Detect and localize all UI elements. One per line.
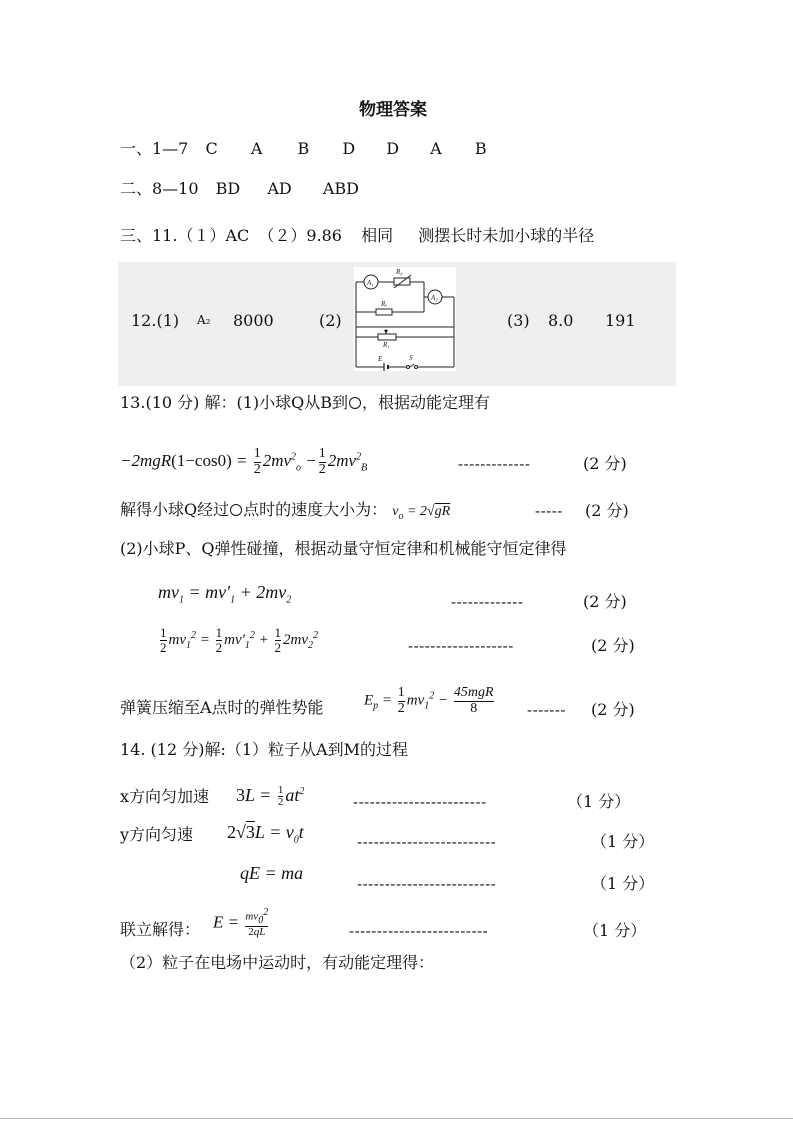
q14-intro: 14. (12 分)解:（1）粒子从A到M的过程 [120, 740, 408, 759]
q14-y-dashes: ------------------------- [357, 833, 497, 851]
q13-spring-formula: $E_p$ = $\frac{1}{2}$ $mv_1^2$ − $\frac{\text{45mgR}}{8}$ [364, 685, 494, 716]
q13-kinetic-equation: $\frac{1}{2}$ $mv_1^2$ = $\frac{1}{2}$ $mv'_1^2$ + $\frac{1}{2}$ $2mv_2^2$ [160, 625, 319, 656]
q14-x-equation: 3L = $\frac{1}{2}$ $at^2$ [236, 783, 305, 809]
section3-reason: 测摆长时未加小球的半径 [418, 226, 595, 245]
point-o-circle [349, 397, 361, 409]
q13-intro [120, 393, 490, 413]
q14-force-equation: qE = ma [240, 863, 304, 883]
q13-eq1-points: (2 分) [583, 454, 627, 473]
q14-x-dashes: ------------------------ [353, 793, 487, 811]
section3-label: 三、11. [120, 226, 178, 245]
q13-energy-equation: −2mgR(1−cos0) = $\frac{1}{2}$ $2mv^2_o$ − $\frac{1}{2}$ $2mv^2_B$ [120, 446, 368, 477]
section1-label: 一、1—7 [120, 139, 189, 158]
q13-result-prefix: 解得小球Q经过 [120, 500, 230, 519]
page-bottom-border [0, 1118, 793, 1119]
q13-intro-tail: ，根据动能定理有 [362, 393, 491, 412]
q13-spring-dashes: ------- [527, 701, 566, 719]
q13-kinetic-dashes: ------------------- [408, 637, 514, 655]
section1-answer-3: B [297, 139, 310, 158]
point-o-circle-2 [230, 504, 242, 516]
q12-value-3b: 191 [605, 311, 636, 330]
section1-answer-4: D [342, 139, 356, 158]
circuit-label-r0: R₀ [396, 268, 403, 276]
section1-row [120, 139, 487, 159]
q12-part2-label: (2) [319, 311, 342, 330]
q13-momentum-dashes: ------------- [451, 593, 524, 611]
circuit-label-e: E [378, 355, 383, 363]
section3-row [120, 226, 594, 246]
q12-label: 12.(1) [131, 311, 180, 330]
q14-force-dashes: ------------------------- [357, 875, 497, 893]
q13-part2: (2)小球P、Q弹性碰撞，根据动量守恒定律和机械能守恒定律得 [120, 539, 567, 558]
q14-solve-label: 联立解得： [120, 920, 201, 939]
q14-force-points: （1 分） [591, 874, 655, 893]
section1-answer-1: C [205, 139, 218, 158]
q14-y-label: y方向匀速 [120, 825, 194, 844]
q13-momentum-equation: $mv_1 = mv'_1 + 2mv_2$ [158, 582, 292, 606]
circuit-diagram [354, 267, 456, 371]
q13-spring [120, 698, 324, 718]
circuit-label-a1: A₁ [367, 279, 374, 287]
q14-solve-dashes: ------------------------- [349, 922, 489, 940]
q13-spring-points: (2 分) [591, 700, 635, 719]
section2-row [120, 179, 359, 199]
q12-value-1: 8000 [233, 311, 274, 330]
q12-part3-label: (3) [507, 311, 530, 330]
q13-velocity-formula: $v_o = 2√gR$ [392, 504, 451, 522]
section1-answer-5: D [386, 139, 400, 158]
q14-y-equation: $2√3L = v_0t$ [227, 822, 304, 846]
section2-answer-2: AD [267, 179, 292, 198]
q12-value-3a: 8.0 [548, 311, 574, 330]
section1-answer-6: A [430, 139, 442, 158]
q14-x-points: （1 分） [567, 792, 631, 811]
q14-part2: （2）粒子在电场中运动时，有动能定理得： [120, 953, 435, 972]
q13-result [120, 500, 450, 527]
q13-eq1-dashes: ------------- [458, 455, 531, 473]
q14-x-label: x方向匀加速 [120, 787, 210, 806]
q14-solve-equation: E = $\frac{mv_0^2}{2qL}$ [213, 907, 269, 939]
q13-result-dashes: ----- [535, 502, 563, 520]
section2-answer-1: BD [215, 179, 241, 198]
q13-result-points: (2 分) [585, 501, 629, 520]
section2-answer-3: ABD [322, 179, 359, 198]
section1-answer-7: B [474, 139, 487, 158]
q12-ammeter: A₂ [197, 313, 211, 327]
section3-same: 相同 [361, 226, 394, 245]
q13-result-mid: 点时的速度大小为： [243, 500, 388, 519]
section1-answer-2: A [250, 139, 263, 158]
section3-part1: （１）AC [177, 226, 250, 245]
circuit-label-r1: R₁ [383, 341, 390, 349]
q14-y-points: （1 分） [591, 832, 655, 851]
circuit-label-s: S [409, 354, 413, 362]
section2-label: 二、8—10 [120, 179, 199, 198]
q14-solve-points: （1 分） [583, 921, 647, 940]
q13-momentum-points: (2 分) [583, 592, 627, 611]
circuit-label-rx: Rₓ [381, 300, 388, 308]
q13-spring-text: 弹簧压缩至A点时的弹性势能 [120, 698, 324, 717]
section3-part2: （２）9.86 [258, 226, 342, 245]
q13-kinetic-points: (2 分) [591, 636, 635, 655]
q13-intro-text: 13.(10 分) 解：(1)小球Q从B到 [120, 393, 349, 412]
page-title: 物理答案 [359, 100, 427, 120]
circuit-label-a2: A₂ [431, 294, 438, 302]
